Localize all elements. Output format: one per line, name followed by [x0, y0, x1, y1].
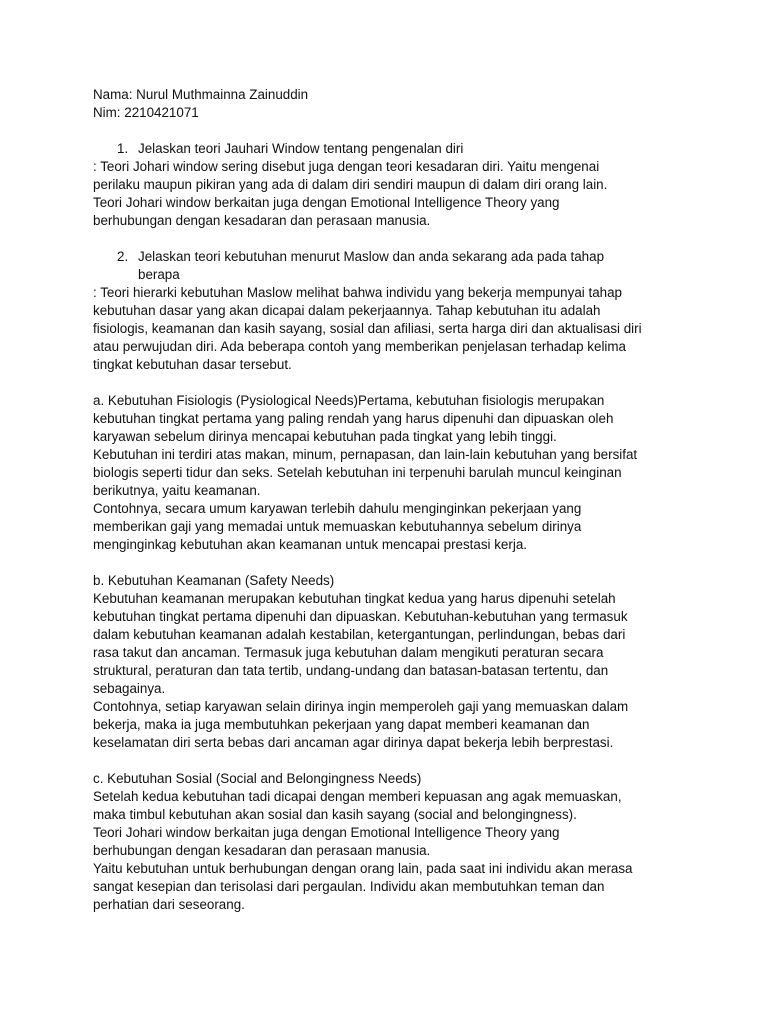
paragraph-line: biologis seperti tidur dan seks. Setelah kebutuhan ini terpenuhi barulah muncul keinginan [93, 465, 622, 480]
paragraph-line: berikutnya, yaitu keamanan. [93, 483, 261, 498]
answer-line: berhubungan dengan kesadaran dan perasaan manusia. [93, 213, 431, 228]
paragraph-line: Contohnya, setiap karyawan selain dirinya ingin memperoleh gaji yang memuaskan dalam [93, 699, 629, 714]
question-text: Jelaskan teori kebutuhan menurut Maslow dan anda sekarang ada pada tahap [138, 249, 605, 264]
paragraph-line: keselamatan diri serta bebas dari ancaman agar dirinya dapat bekerja lebih berprestasi. [93, 735, 614, 750]
student-name: Nama: Nurul Muthmainna Zainuddin [93, 87, 309, 102]
paragraph-line: maka timbul kebutuhan akan sosial dan kasih sayang (social and belongingness). [93, 807, 577, 822]
paragraph-line: berhubungan dengan kesadaran dan perasaan manusia. [93, 843, 431, 858]
section-b-heading: b. Kebutuhan Keamanan (Safety Needs) [93, 573, 335, 588]
paragraph-line: rasa takut dan ancaman. Termasuk juga kebutuhan dalam mengikuti peraturan secara [93, 645, 604, 660]
student-nim: Nim: 2210421071 [93, 105, 199, 120]
paragraph-line: Teori Johari window berkaitan juga dengan Emotional Intelligence Theory yang [93, 825, 560, 840]
paragraph-line: Contohnya, secara umum karyawan terlebih dahulu menginginkan pekerjaan yang [93, 501, 582, 516]
paragraph-line: dalam kebutuhan keamanan adalah kestabilan, ketergantungan, perlindungan, bebas dari [93, 627, 626, 642]
paragraph-line: bekerja, maka ia juga membutuhkan pekerjaan yang dapat memberi keamanan dan [93, 717, 590, 732]
paragraph-line: kebutuhan tingkat pertama yang paling rendah yang harus dipenuhi dan dipuaskan oleh [93, 411, 614, 426]
blank-line [93, 230, 711, 248]
paragraph-line: Setelah kedua kebutuhan tadi dicapai dengan memberi kepuasan ang agak memuaskan, [93, 789, 622, 804]
answer-line: Teori Johari window berkaitan juga dengan Emotional Intelligence Theory yang [93, 195, 560, 210]
paragraph-line: menginginkag kebutuhan akan keamanan untuk mencapai prestasi kerja. [93, 537, 527, 552]
paragraph-line: sangat kesepian dan terisolasi dari pergaulan. Individu akan membutuhkan teman dan [93, 879, 605, 894]
answer-line: perilaku maupun pikiran yang ada di dalam diri sendiri maupun di dalam diri orang lain. [93, 177, 608, 192]
document-body [93, 86, 711, 914]
question-number: 2. [117, 249, 129, 264]
paragraph-line: karyawan sebelum dirinya mencapai kebutuhan pada tingkat yang lebih tinggi. [93, 429, 557, 444]
question-number: 1. [117, 141, 129, 156]
blank-line [93, 122, 711, 140]
paragraph-line: struktural, peraturan dan tata tertib, undang-undang dan batasan-batasan tertentu, dan [93, 663, 609, 678]
paragraph-line: Kebutuhan ini terdiri atas makan, minum, pernapasan, dan lain-lain kebutuhan yang bersifat [93, 447, 638, 462]
section-a-heading: a. Kebutuhan Fisiologis (Pysiological Needs)Pertama, kebutuhan fisiologis merupakan [93, 393, 605, 408]
question-1-heading [93, 140, 711, 158]
answer-line: fisiologis, keamanan dan kasih sayang, sosial dan afiliasi, serta harga diri dan aktualisasi diri [93, 321, 642, 336]
paragraph-line: perhatian dari seseorang. [93, 897, 245, 912]
paragraph-line: Kebutuhan keamanan merupakan kebutuhan tingkat kedua yang harus dipenuhi setelah [93, 591, 616, 606]
paragraph-line: Yaitu kebutuhan untuk berhubungan dengan orang lain, pada saat ini individu akan merasa [93, 861, 633, 876]
answer-line: kebutuhan dasar yang akan dicapai dalam pekerjaannya. Tahap kebutuhan itu adalah [93, 303, 601, 318]
section-c-heading: c. Kebutuhan Sosial (Social and Belongingness Needs) [93, 771, 422, 786]
paragraph-line: kebutuhan tingkat pertama dipenuhi dan dipuaskan. Kebutuhan-kebutuhan yang termasuk [93, 609, 628, 624]
blank-line [93, 752, 711, 770]
question-2-heading [93, 248, 711, 266]
paragraph-line: sebagainya. [93, 681, 166, 696]
answer-line: : Teori Johari window sering disebut juga dengan teori kesadaran diri. Yaitu mengenai [93, 159, 600, 174]
blank-line [93, 554, 711, 572]
answer-line: tingkat kebutuhan dasar tersebut. [93, 357, 292, 372]
paragraph-line: memberikan gaji yang memadai untuk memuaskan kebutuhannya sebelum dirinya [93, 519, 582, 534]
question-text: Jelaskan teori Jauhari Window tentang pengenalan diri [138, 141, 464, 156]
question-text-continued: berapa [138, 267, 180, 282]
answer-line: : Teori hierarki kebutuhan Maslow melihat bahwa individu yang bekerja mempunyai tahap [93, 285, 622, 300]
blank-line [93, 374, 711, 392]
answer-line: atau perwujudan diri. Ada beberapa contoh yang memberikan penjelasan terhadap kelima [93, 339, 627, 354]
